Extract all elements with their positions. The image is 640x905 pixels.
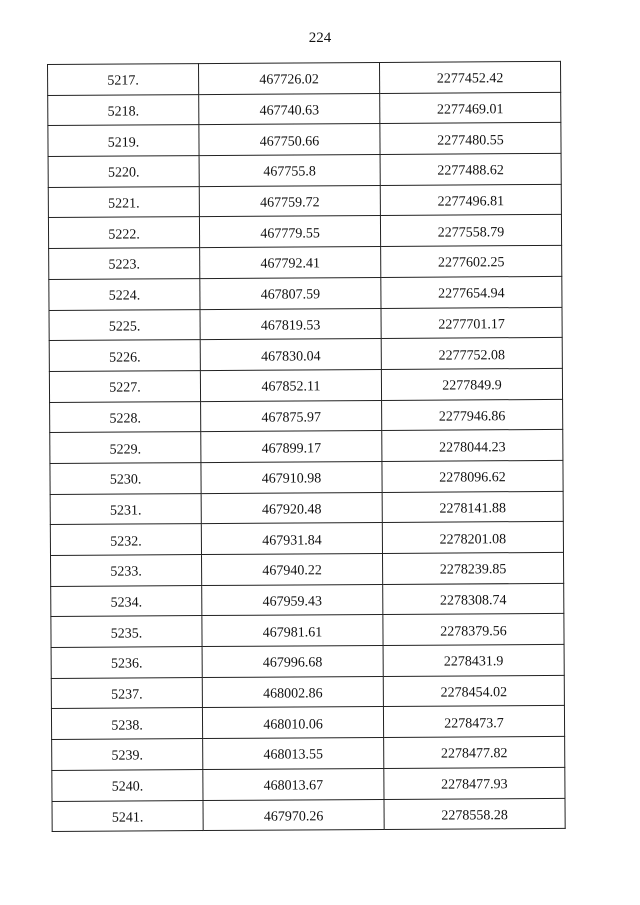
y-coordinate-cell xyxy=(381,245,562,277)
point-number-cell xyxy=(49,278,200,310)
x-coordinate-cell xyxy=(203,768,384,800)
cell-text: 468010.06 xyxy=(263,717,323,733)
cell-text: 2277701.17 xyxy=(438,317,505,333)
point-number-cell xyxy=(50,493,201,525)
point-number-cell xyxy=(51,677,202,709)
table-row xyxy=(50,399,563,433)
cell-text: 467959.43 xyxy=(262,594,323,610)
cell-text: 5221. xyxy=(108,196,140,212)
cell-text: 467940.22 xyxy=(262,563,322,580)
x-coordinate-cell xyxy=(201,431,382,463)
x-coordinate-cell xyxy=(199,185,380,217)
x-coordinate-cell xyxy=(200,308,381,340)
point-number-cell xyxy=(49,248,200,280)
cell-text: 2277752.08 xyxy=(438,347,506,364)
cell-text: 5225. xyxy=(108,319,141,335)
cell-text: 5224. xyxy=(108,288,141,304)
table-row xyxy=(49,276,562,310)
cell-text: 2277946.86 xyxy=(438,409,506,425)
cell-text: 2277496.81 xyxy=(437,194,505,210)
x-coordinate-cell xyxy=(201,400,382,432)
table-row xyxy=(49,368,562,402)
point-number-cell xyxy=(50,524,201,556)
table-row xyxy=(51,552,564,586)
cell-text: 5230. xyxy=(109,472,142,488)
table-row xyxy=(50,491,563,525)
cell-text: 5228. xyxy=(109,411,141,427)
table-body xyxy=(48,61,566,831)
table-row xyxy=(51,644,564,678)
cell-text: 2277488.62 xyxy=(437,163,504,180)
table-row xyxy=(52,798,565,832)
point-number-cell xyxy=(49,370,200,402)
cell-text: 2277452.42 xyxy=(436,71,504,87)
cell-text: 5226. xyxy=(108,349,141,366)
cell-text: 5239. xyxy=(111,748,144,765)
x-coordinate-cell xyxy=(202,615,383,647)
x-coordinate-cell xyxy=(200,247,381,279)
y-coordinate-cell xyxy=(382,522,563,554)
cell-text: 2277849.9 xyxy=(442,378,502,394)
y-coordinate-cell xyxy=(382,552,563,584)
cell-text: 467819.53 xyxy=(260,318,321,334)
cell-text: 5234. xyxy=(110,595,143,611)
point-number-cell xyxy=(51,585,202,617)
cell-text: 467981.61 xyxy=(262,625,323,641)
cell-text: 468002.86 xyxy=(263,686,323,702)
cell-text: 2278096.62 xyxy=(439,470,506,486)
x-coordinate-cell xyxy=(201,461,382,493)
y-coordinate-cell xyxy=(380,184,561,216)
cell-text: 5220. xyxy=(107,165,140,182)
point-number-cell xyxy=(50,463,201,495)
cell-text: 467830.04 xyxy=(260,348,321,365)
table-row xyxy=(51,675,564,709)
point-number-cell xyxy=(51,708,202,740)
cell-text: 5236. xyxy=(110,656,143,673)
table-row xyxy=(50,430,563,464)
cell-text: 467807.59 xyxy=(260,287,321,303)
x-coordinate-cell xyxy=(201,523,382,555)
y-coordinate-cell xyxy=(381,338,562,370)
point-number-cell xyxy=(52,769,203,801)
cell-text: 467996.68 xyxy=(262,655,323,672)
cell-text: 467750.66 xyxy=(259,134,320,150)
cell-text: 467875.97 xyxy=(261,410,321,426)
y-coordinate-cell xyxy=(381,276,562,308)
x-coordinate-cell xyxy=(199,155,380,187)
y-coordinate-cell xyxy=(381,307,562,339)
cell-text: 5227. xyxy=(109,380,141,396)
table-row xyxy=(51,583,564,617)
y-coordinate-cell xyxy=(384,767,565,799)
cell-text: 467970.26 xyxy=(263,809,324,825)
x-coordinate-cell xyxy=(202,707,383,739)
cell-text: 2278308.74 xyxy=(439,593,507,609)
x-coordinate-cell xyxy=(201,492,382,524)
cell-text: 5233. xyxy=(110,564,142,580)
x-coordinate-cell xyxy=(200,277,381,309)
cell-text: 5219. xyxy=(107,135,140,151)
cell-text: 5241. xyxy=(111,810,144,826)
y-coordinate-cell xyxy=(383,583,564,615)
cell-text: 467759.72 xyxy=(260,195,320,211)
y-coordinate-cell xyxy=(380,215,561,247)
cell-text: 2278201.08 xyxy=(439,531,507,548)
coordinates-table-container xyxy=(47,61,562,832)
cell-text: 5229. xyxy=(109,442,142,458)
x-coordinate-cell xyxy=(200,339,381,371)
x-coordinate-cell xyxy=(202,584,383,616)
x-coordinate-cell xyxy=(199,93,380,125)
cell-text: 468013.67 xyxy=(263,778,324,794)
y-coordinate-cell xyxy=(383,706,564,738)
point-number-cell xyxy=(49,340,200,372)
coordinates-table xyxy=(47,61,566,832)
point-number-cell xyxy=(48,64,199,96)
cell-text: 5231. xyxy=(109,503,142,519)
cell-text: 2278431.9 xyxy=(443,654,504,670)
point-number-cell xyxy=(51,647,202,679)
x-coordinate-cell xyxy=(199,62,380,94)
y-coordinate-cell xyxy=(384,798,565,830)
table-row xyxy=(48,184,561,218)
cell-text: 5218. xyxy=(107,104,140,120)
cell-text: 467740.63 xyxy=(259,103,320,119)
cell-text: 2278558.28 xyxy=(441,808,508,824)
x-coordinate-cell xyxy=(200,369,381,401)
x-coordinate-cell xyxy=(202,646,383,678)
cell-text: 2277480.55 xyxy=(437,132,504,149)
point-number-cell xyxy=(50,401,201,433)
cell-text: 467920.48 xyxy=(261,502,322,518)
y-coordinate-cell xyxy=(382,399,563,431)
x-coordinate-cell xyxy=(202,676,383,708)
table-row xyxy=(51,706,564,740)
table-row xyxy=(48,123,561,157)
cell-text: 467899.17 xyxy=(261,440,322,457)
point-number-cell xyxy=(51,616,202,648)
cell-text: 5237. xyxy=(111,687,143,703)
table-row xyxy=(52,736,565,770)
cell-text: 467931.84 xyxy=(262,532,322,549)
y-coordinate-cell xyxy=(383,614,564,646)
x-coordinate-cell xyxy=(199,124,380,156)
table-row xyxy=(48,61,561,95)
cell-text: 2278239.85 xyxy=(439,562,507,578)
y-coordinate-cell xyxy=(383,675,564,707)
y-coordinate-cell xyxy=(379,61,560,93)
table-row xyxy=(52,767,565,801)
cell-text: 5238. xyxy=(111,718,143,734)
cell-text: 2278141.88 xyxy=(439,501,507,517)
cell-text: 5217. xyxy=(107,73,139,89)
table-row xyxy=(50,522,563,556)
table-row xyxy=(51,614,564,648)
cell-text: 2277558.79 xyxy=(437,224,505,241)
point-number-cell xyxy=(48,125,199,157)
point-number-cell xyxy=(48,94,199,126)
cell-text: 2277469.01 xyxy=(436,102,504,118)
cell-text: 5240. xyxy=(111,779,144,795)
table-row xyxy=(48,92,561,126)
cell-text: 2277654.94 xyxy=(438,286,505,302)
point-number-cell xyxy=(48,186,199,218)
point-number-cell xyxy=(52,800,203,832)
cell-text: 5232. xyxy=(110,534,142,550)
x-coordinate-cell xyxy=(203,799,384,831)
cell-text: 2278477.93 xyxy=(441,777,508,793)
x-coordinate-cell xyxy=(199,216,380,248)
y-coordinate-cell xyxy=(380,92,561,124)
cell-text: 467910.98 xyxy=(261,471,322,487)
point-number-cell xyxy=(48,217,199,249)
y-coordinate-cell xyxy=(380,123,561,155)
point-number-cell xyxy=(51,555,202,587)
point-number-cell xyxy=(49,309,200,341)
cell-text: 5222. xyxy=(108,227,140,243)
cell-text: 2278477.82 xyxy=(440,746,508,763)
point-number-cell xyxy=(48,156,199,188)
cell-text: 2278454.02 xyxy=(440,685,508,701)
y-coordinate-cell xyxy=(382,491,563,523)
table-row xyxy=(48,153,561,187)
y-coordinate-cell xyxy=(380,153,561,185)
y-coordinate-cell xyxy=(381,368,562,400)
cell-text: 2277602.25 xyxy=(437,255,505,272)
cell-text: 467852.11 xyxy=(261,379,321,395)
cell-text: 467779.55 xyxy=(260,226,320,242)
cell-text: 468013.55 xyxy=(263,747,324,764)
page-number: 224 xyxy=(308,30,332,46)
y-coordinate-cell xyxy=(383,644,564,676)
cell-text: 2278473.7 xyxy=(444,716,504,732)
cell-text: 467755.8 xyxy=(263,164,316,181)
cell-text: 467792.41 xyxy=(260,256,321,273)
y-coordinate-cell xyxy=(384,736,565,768)
x-coordinate-cell xyxy=(203,738,384,770)
table-row xyxy=(50,460,563,494)
table-row xyxy=(49,245,562,279)
cell-text: 2278044.23 xyxy=(439,439,506,456)
y-coordinate-cell xyxy=(382,460,563,492)
table-row xyxy=(48,215,561,249)
y-coordinate-cell xyxy=(382,430,563,462)
point-number-cell xyxy=(50,432,201,464)
point-number-cell xyxy=(52,739,203,771)
x-coordinate-cell xyxy=(201,553,382,585)
cell-text: 467726.02 xyxy=(259,72,319,89)
cell-text: 2278379.56 xyxy=(440,623,507,640)
cell-text: 5235. xyxy=(110,626,143,642)
table-row xyxy=(49,338,562,372)
table-row xyxy=(49,307,562,341)
cell-text: 5223. xyxy=(108,257,141,274)
